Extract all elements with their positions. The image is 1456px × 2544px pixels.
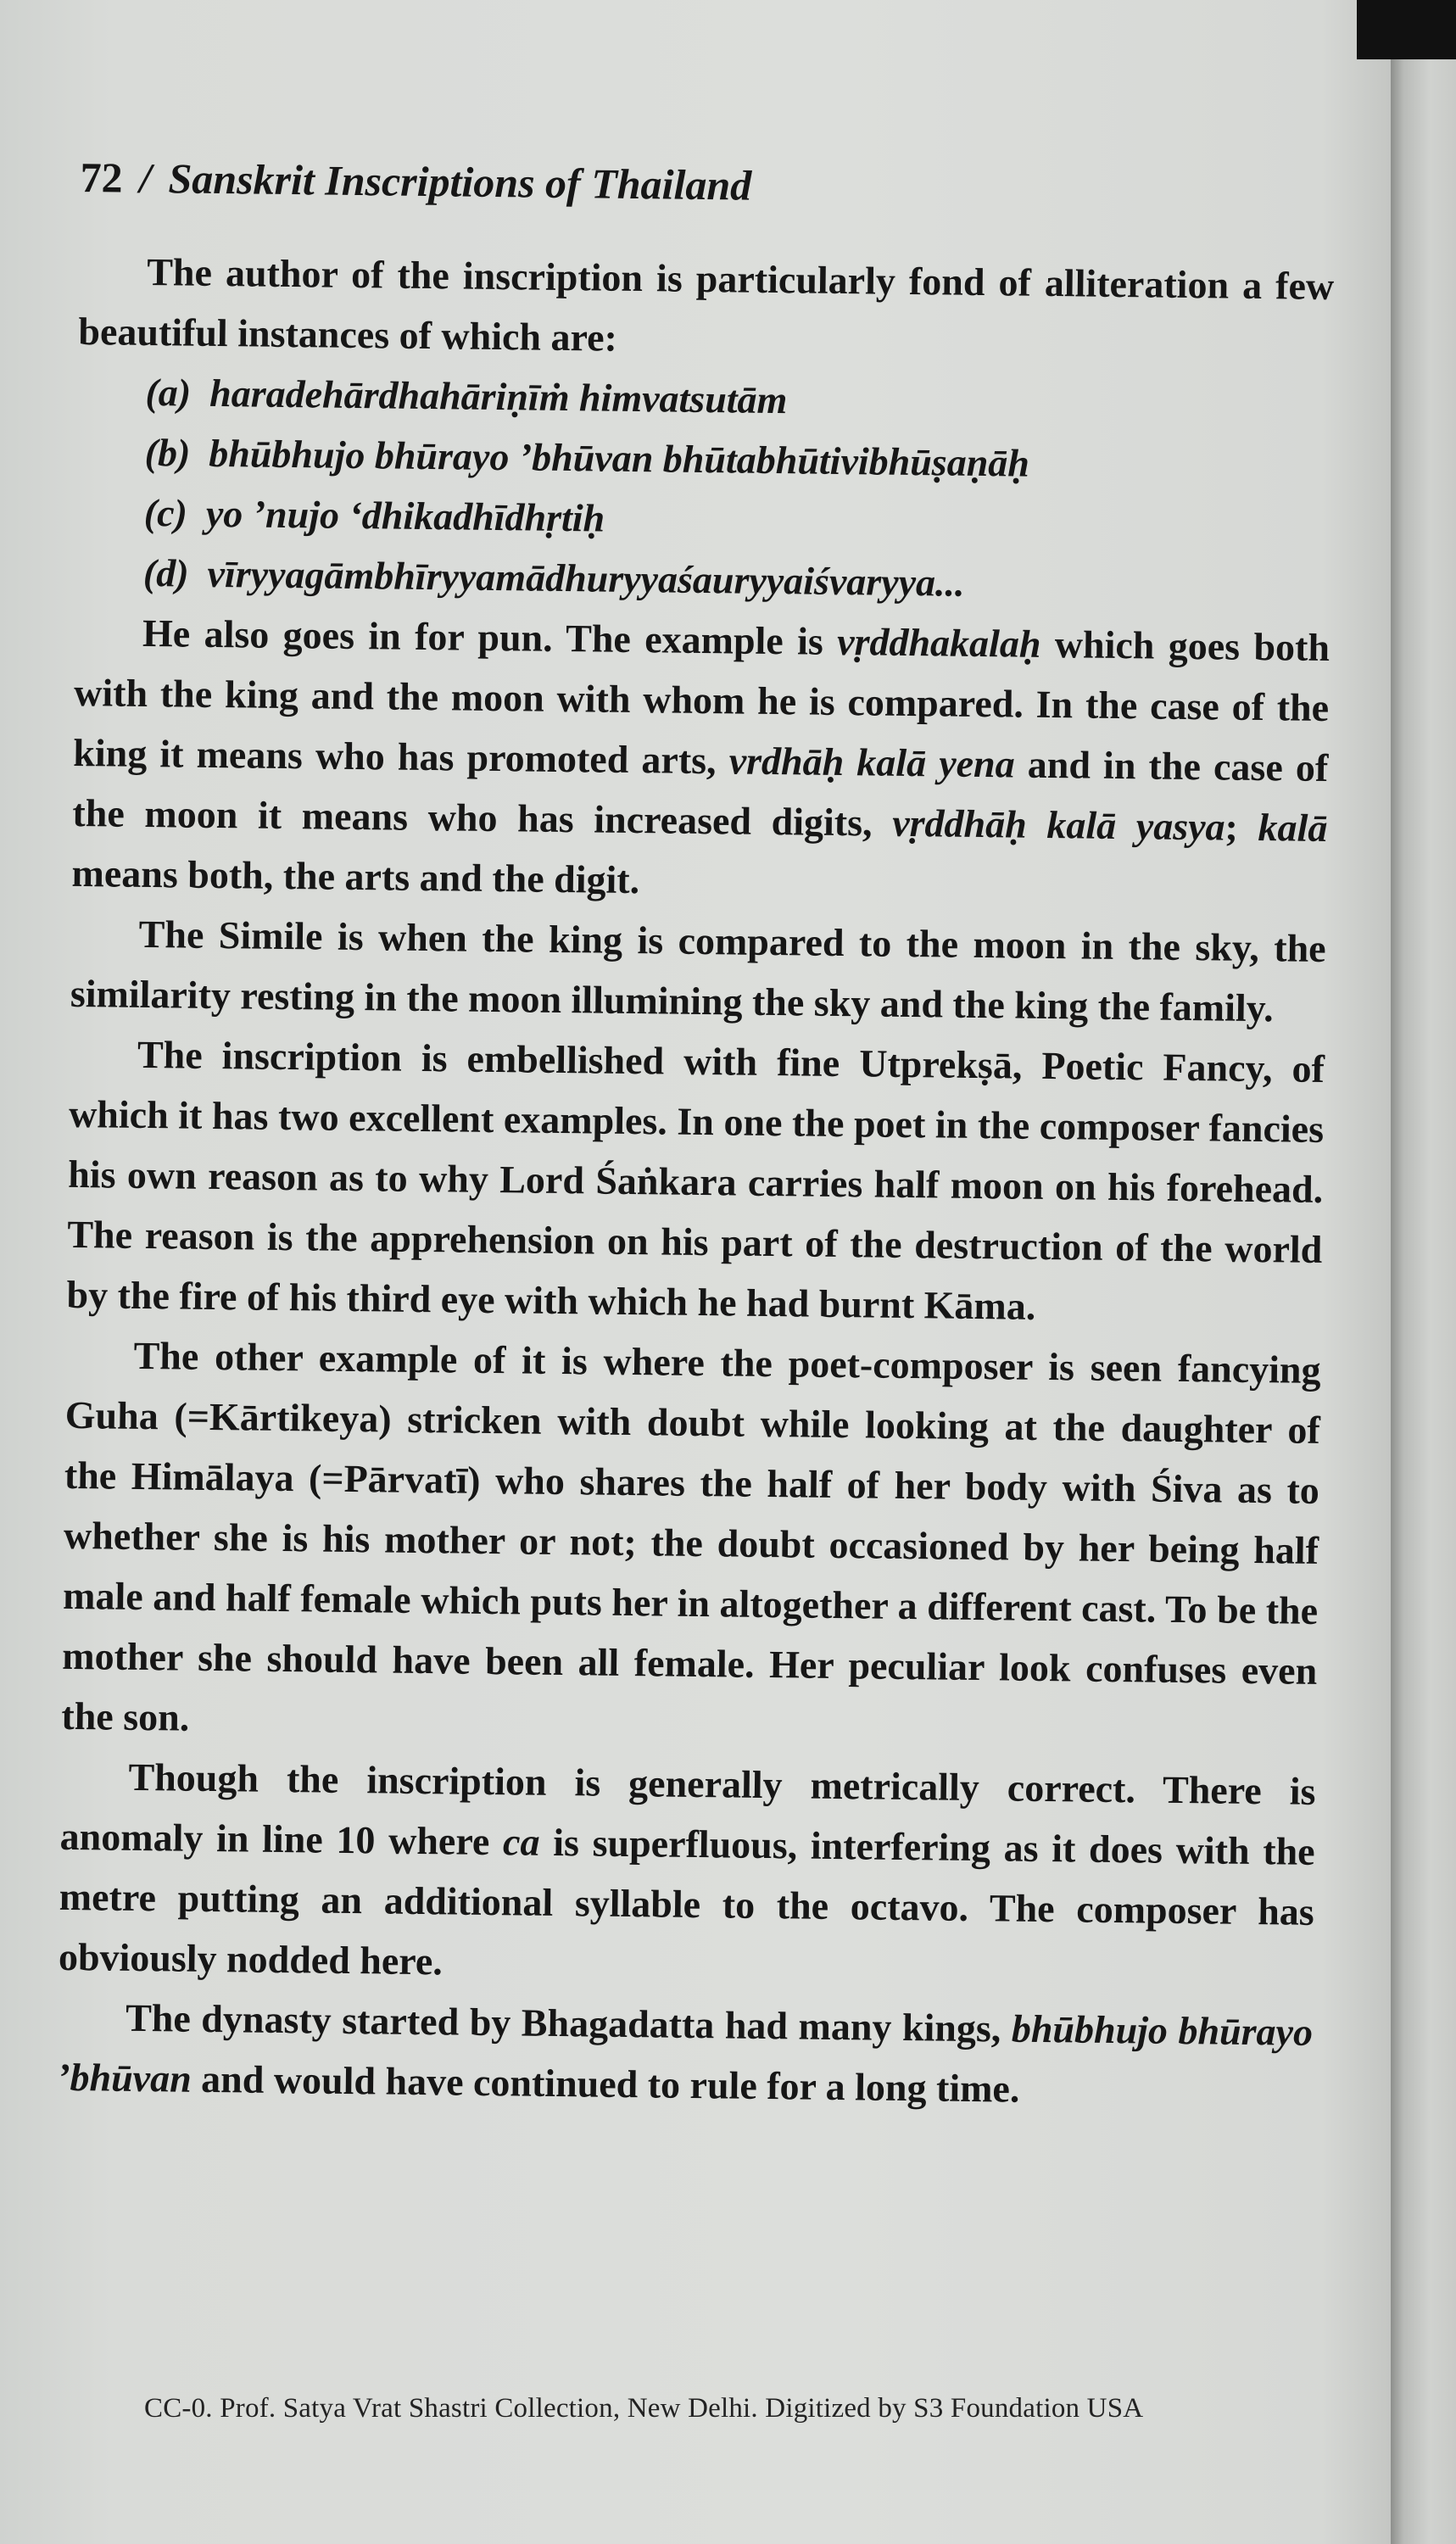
text-run: and would have continued to rule for a long time.: [191, 2056, 1020, 2111]
header-separator: /: [139, 153, 152, 203]
book-title: Sanskrit Inscriptions of Thailand: [168, 154, 752, 209]
running-header: [80, 153, 1336, 217]
text-run: means both, the arts and the digit.: [71, 851, 640, 902]
text-run: Though the inscription is generally metrically correct. There is anomaly in line 10 where: [59, 1755, 1316, 1864]
example-list: [75, 361, 1333, 617]
example-label: (c): [143, 490, 188, 535]
paragraph-dynasty: [57, 1987, 1314, 2123]
text-run: which goes both with the king and the moon with whom he is compared. In the case of the king it means who has promoted arts,: [73, 622, 1330, 783]
paragraph-metre: [59, 1746, 1316, 2002]
sanskrit-term: bhūbhujo bhūrayo ’bhūvan: [56, 2006, 1314, 2100]
paragraph-pun: [71, 602, 1330, 918]
text-run: is superfluous, interfering as it does with the metre putting an additional syllable to the octavo. The composer has obviously nodded here.: [58, 1820, 1315, 1983]
sanskrit-term: vṛddhakalaḥ: [836, 619, 1041, 666]
example-text: bhūbhujo bhūrayo ’bhūvan bhūtabhūtivibhūṣaṇāḥ: [209, 431, 1030, 485]
text-run: He also goes in for pun. The example is: [142, 611, 838, 663]
example-text: yo ’nujo ‘dhikadhīdhṛtiḥ: [205, 491, 605, 540]
paragraph-simile: The Simile is when the king is compared to the moon in the sky, the similarity resting in the moon illumining the sky and the king the family.: [70, 912, 1326, 1030]
page-edge: [1391, 51, 1456, 2544]
page-content: [57, 153, 1336, 2123]
digitization-credit: CC-0. Prof. Satya Vrat Shastri Collection, New Delhi. Digitized by S3 Foundation USA: [144, 2393, 1144, 2424]
text-run: The dynasty started by Bhagadatta had many kings,: [125, 1995, 1013, 2050]
text-run: and in the case of the moon it means who has increased digits,: [72, 742, 1329, 845]
scan-corner: [1357, 0, 1456, 59]
example-label: (b): [144, 430, 191, 475]
paragraph-guha: The other example of it is where the poet-composer is seen fancying Guha (=Kārtikeya) stricken with doubt while looking at the daughter of the Himālaya (=Pārvatī) who shares the half of her body with Śiva as to whether she is his mother or not; the doubt occasioned by her being half male and half female which puts her in altogether a different cast. To be the mother she should have been all female. Her peculiar look confuses even the son.: [61, 1333, 1321, 1739]
example-text: haradehārdhahāriṇīṁ himvatsutām: [209, 371, 788, 422]
sanskrit-term: vṛddhāḥ kalā yasya: [891, 801, 1225, 849]
paragraph-utpreksa: The inscription is embellished with fine Utprekṣā, Poetic Fancy, of which it has two excellent examples. In one the poet in the composer fancies his own reason as to why Lord Śaṅkara carries half moon on his forehead. The reason is the apprehension on his part of the destruction of the world by the fire of his third eye with which he had burnt Kāma.: [66, 1032, 1325, 1328]
page-number: 72: [80, 153, 123, 202]
example-label: (d): [142, 550, 189, 595]
example-label: (a): [145, 370, 192, 415]
sanskrit-term: vrdhāḥ kalā yena: [728, 739, 1016, 786]
sanskrit-term: kalā: [1258, 806, 1328, 851]
text-run: ;: [1224, 805, 1258, 850]
example-text: vīryyagāmbhīryyamādhuryyaśauryyaiśvaryya...: [207, 551, 965, 605]
sanskrit-term: ca: [502, 1820, 540, 1864]
paragraph-alliteration: The author of the inscription is particularly fond of alliteration a few beautiful instances of which are:: [78, 249, 1335, 360]
